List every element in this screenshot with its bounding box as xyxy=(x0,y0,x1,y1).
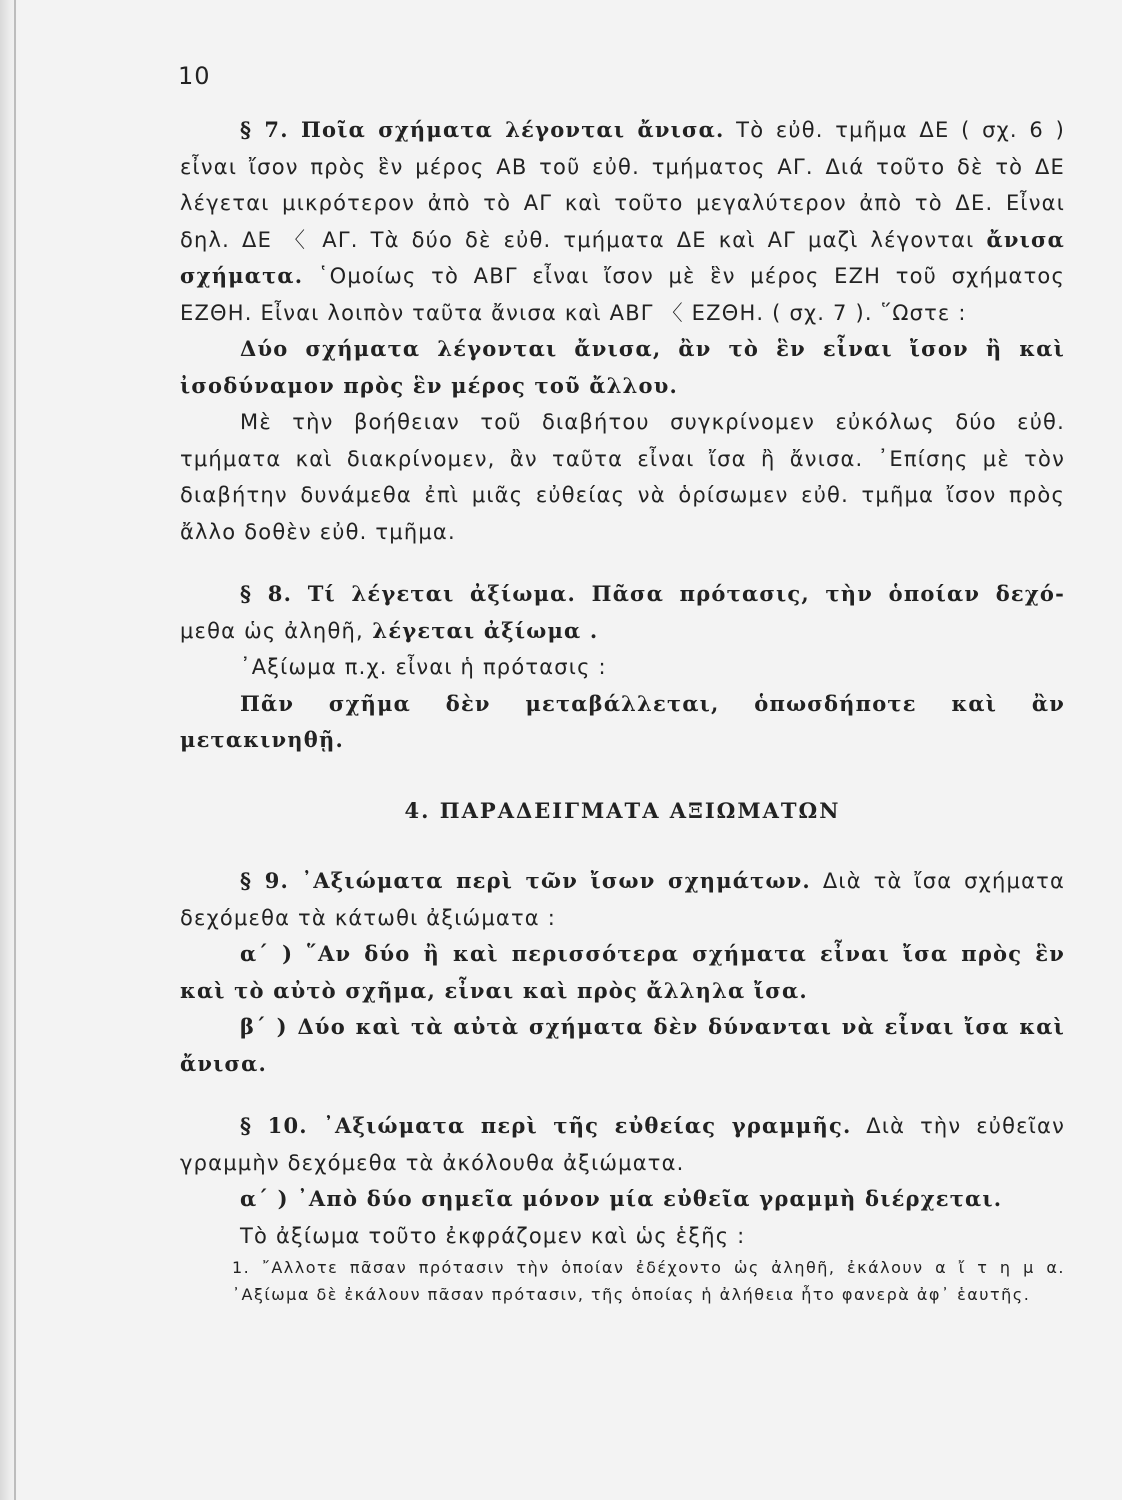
page-body xyxy=(180,112,1065,1308)
section-7-definition: Δύο σχήματα λέγονται ἄνισα, ἂν τὸ ἓν εἶναι ἴσον ἢ καὶ ἰσοδύναμον πρὸς ἓν μέρος τοῦ ἄλλου. xyxy=(180,336,1065,398)
section-8-period: . xyxy=(581,617,599,643)
section-9-axiom-a xyxy=(180,936,1065,1009)
footnote-text-2: . ᾿Αξίωμα δὲ ἐκάλουν πᾶσαν πρότασιν, τῆς ὁποίας ἡ ἀλήθεια ἦτο φανερὰ ἀφ᾿ ἑαυτῆς. xyxy=(232,1258,1065,1304)
section-8-definition-plain: μεθα ὡς ἀληθῆ, xyxy=(180,618,364,643)
section-7-text: Τὸ εὐθ. τμῆμα ΔΕ ( σχ. 6 ) εἶναι ἴσον πρὸς ἓν μέρος ΑΒ τοῦ εὐθ. τμήματος ΑΓ. Διά τοῦτο δὲ τὸ ΔΕ λέγεται μικρότερον ἀπὸ τὸ ΑΓ καὶ τοῦτο μεγαλύτερον ἀπὸ τὸ ΔΕ. Εἶναι δηλ. ΔΕ 〈 ΑΓ. Τὰ δύο δὲ εὐθ. τμήματα ΔΕ καὶ ΑΓ μαζὶ λέγονται xyxy=(180,118,1065,252)
section-10-axiom-a xyxy=(180,1181,1065,1218)
section-7-paragraph xyxy=(180,112,1065,331)
section-8-example-intro: ᾿Αξίωμα π.χ. εἶναι ἡ πρότασις : xyxy=(240,655,607,679)
footnote-number: 1. xyxy=(232,1258,262,1277)
section-heading: 4. ΠΑΡΑΔΕΙΓΜΑΤΑ ΑΞΙΩΜΑΤΩΝ xyxy=(404,797,841,823)
section-9-intro: Διὰ τὰ ἴσα σχήματα δεχόμεθα τὰ κάτωθι ἀξιώματα : xyxy=(180,869,1066,930)
page-edge-line xyxy=(14,0,16,1500)
section-8-number: § 8. xyxy=(240,581,308,606)
section-10-after: Τὸ ἀξίωμα τοῦτο ἐκφράζομεν καὶ ὡς ἑξῆς : xyxy=(240,1223,746,1248)
section-7-compass-text: Μὲ τὴν βοήθειαν τοῦ διαβήτου συγκρίνομεν εὐκόλως δύο εὐθ. τμήματα καὶ διακρίνομεν, ἂν ταῦτα εἶναι ἴσα ἢ ἄνισα. ᾿Επίσης μὲ τὸν διαβήτην δυνάμεθα ἐπὶ μιᾶς εὐθείας νὰ ὁρίσωμεν εὐθ. τμῆμα ἴσον πρὸς ἄλλο δοθὲν εὐθ. τμῆμα. xyxy=(180,410,1065,544)
footnote xyxy=(180,1254,1065,1308)
footnote-spaced-word: α ἴ τ η μ α xyxy=(935,1258,1059,1277)
section-7-title: Ποῖα σχήματα λέγονται ἄνισα. xyxy=(301,117,725,142)
section-10-number: § 10. xyxy=(240,1113,324,1138)
section-10-paragraph xyxy=(180,1108,1065,1181)
section-8-definition: Πᾶσα πρότασις, τὴν ὁποίαν δεχό- xyxy=(576,581,1065,606)
axiom-10a-text: ᾿Απὸ δύο σημεῖα μόνον μία εὐθεῖα γραμμὴ διέρχεται. xyxy=(297,1186,1003,1211)
section-8-title: Τί λέγεται ἀξίωμα. xyxy=(307,581,577,606)
section-10-intro: Διὰ τὴν εὐθεῖαν γραμμὴν δεχόμεθα τὰ ἀκόλουθα ἀξιώματα. xyxy=(180,1114,1065,1175)
section-9-number: § 9. xyxy=(240,868,302,893)
section-7-term: ἄνισα σχήματα. xyxy=(180,226,1065,288)
axiom-b-label: β΄ ) xyxy=(240,1014,298,1039)
section-8-example: Πᾶν σχῆμα δὲν μεταβάλλεται, ὁπωσδήποτε καὶ ἂν μετακινηθῇ. xyxy=(180,690,1065,752)
axiom-a-label: α΄ ) xyxy=(240,941,307,966)
page-number: 10 xyxy=(178,62,211,90)
footnote-text: ῎Αλλοτε πᾶσαν πρότασιν τὴν ὁποίαν ἐδέχοντο ὡς ἀληθῆ, ἐκάλουν xyxy=(261,1258,936,1277)
section-9-title: ᾿Αξιώματα περὶ τῶν ἴσων σχημάτων. xyxy=(301,868,811,893)
section-9-axiom-b xyxy=(180,1009,1065,1082)
axiom-b-text: Δύο καὶ τὰ αὐτὰ σχήματα δὲν δύνανται νὰ εἶναι ἴσα καὶ ἄνισα. xyxy=(180,1014,1065,1076)
section-10-title: ᾿Αξιώματα περὶ τῆς εὐθείας γραμμῆς. xyxy=(323,1113,852,1138)
section-8-paragraph xyxy=(180,576,1065,649)
section-8-definition-end: λέγεται ἀξίωμα xyxy=(363,617,582,643)
axiom-10a-label: α΄ ) xyxy=(240,1186,298,1211)
axiom-a-text: ῞Αν δύο ἢ καὶ περισσότερα σχήματα εἶναι ἴσα πρὸς ἓν καὶ τὸ αὐτὸ σχῆμα, εἶναι καὶ πρὸς ἄλληλα ἴσα. xyxy=(180,941,1066,1003)
section-7-text-2: ῾Ομοίως τὸ ΑΒΓ εἶναι ἴσον μὲ ἓν μέρος ΕΖΗ τοῦ σχήματος ΕΖΘΗ. Εἶναι λοιπὸν ταῦτα ἄνισα καὶ ΑΒΓ 〈 ΕΖΘΗ. ( σχ. 7 ). ῞Ωστε : xyxy=(180,264,1065,325)
section-9-paragraph xyxy=(180,863,1065,936)
section-7-number: § 7. xyxy=(240,117,302,142)
